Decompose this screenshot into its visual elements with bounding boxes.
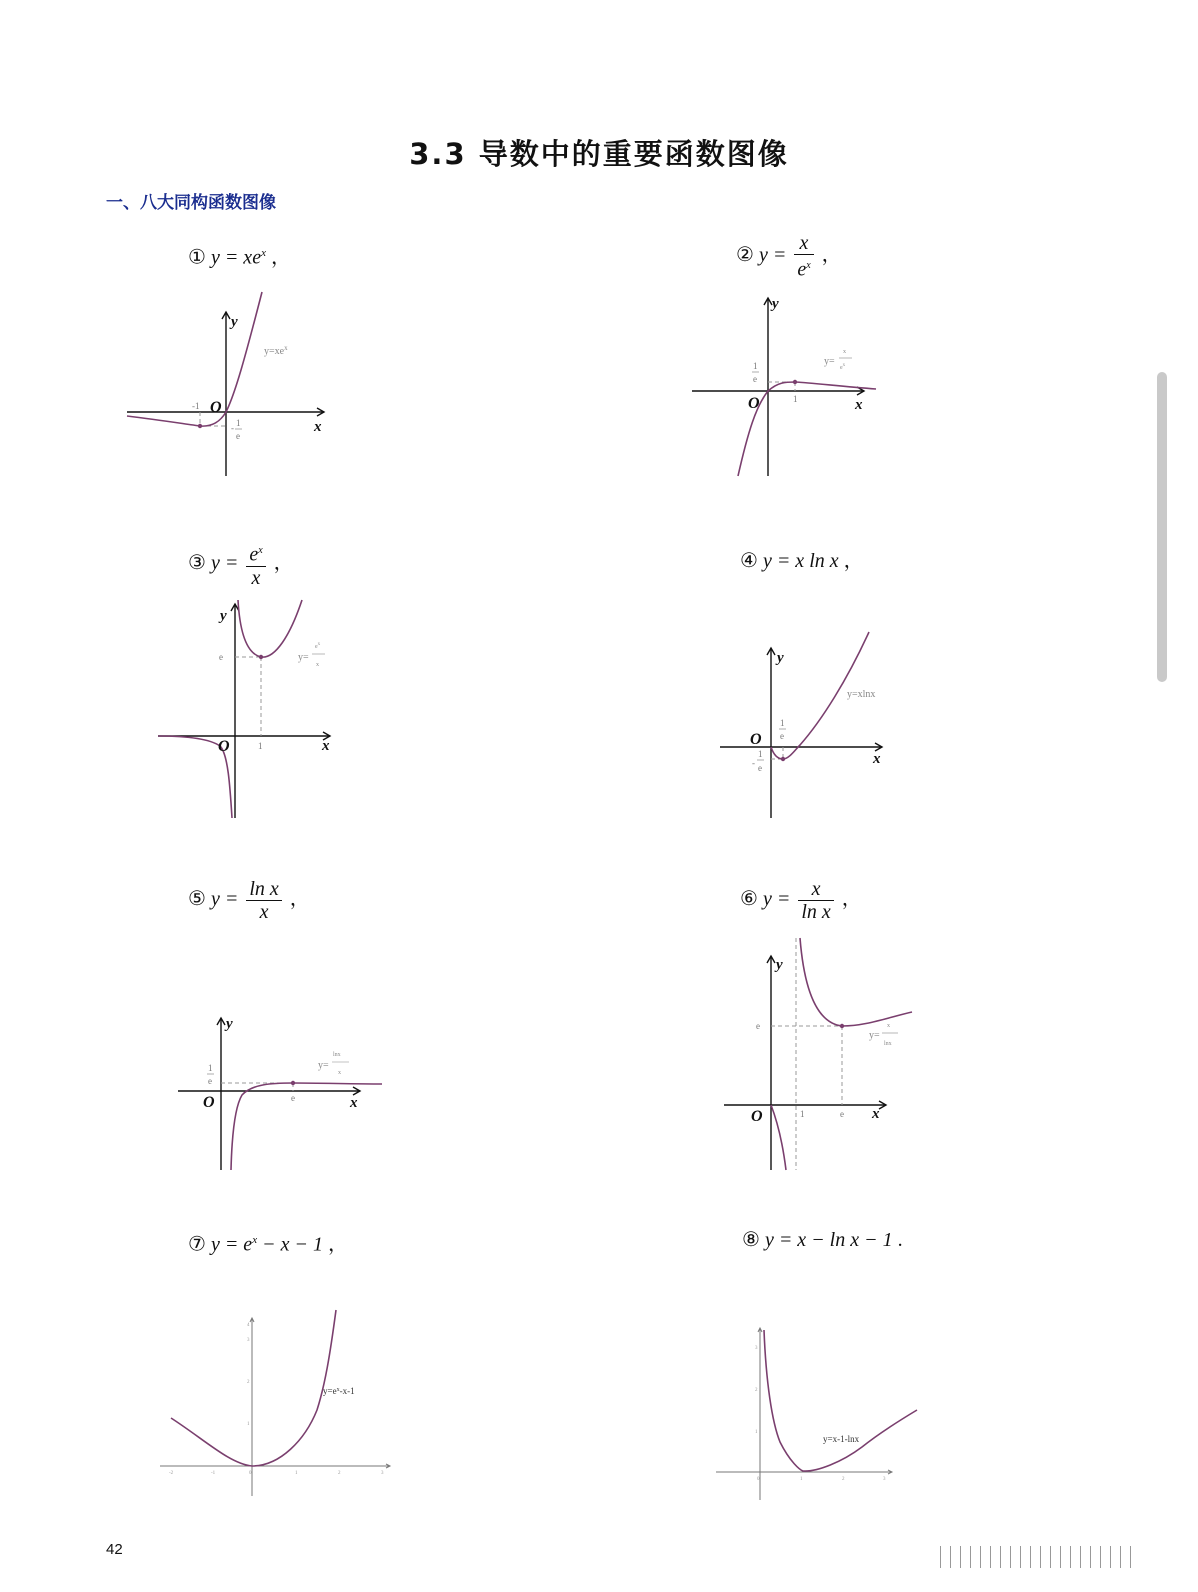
curve-label-numerator: lnx xyxy=(333,1052,341,1058)
x-tick: 2 xyxy=(842,1477,845,1482)
x-tick: 2 xyxy=(338,1471,341,1476)
x-axis-label: x xyxy=(873,751,881,767)
formula-lhs: y = xyxy=(758,243,787,266)
formula-1 xyxy=(188,243,291,268)
graph-4 xyxy=(712,630,902,822)
formula-expression: y = e xyxy=(210,1233,253,1256)
tick-label: 1 xyxy=(258,741,263,751)
tick-label-numerator: 1 xyxy=(758,749,763,759)
function-curve xyxy=(231,1083,382,1170)
tick-label-numerator: 1 xyxy=(753,361,758,371)
x-tick: 0 xyxy=(249,1471,252,1476)
formula-punctuation: ， xyxy=(270,246,291,269)
section-heading: 一、八大同构函数图像 xyxy=(106,193,276,213)
formula-exponent: x xyxy=(261,247,266,259)
tick-label-minus: - xyxy=(231,423,234,433)
tick-label-denominator: e xyxy=(758,763,762,773)
y-tick: 1 xyxy=(247,1422,250,1427)
fraction-numerator: e xyxy=(249,543,259,566)
fraction-denominator: ln x xyxy=(801,901,831,923)
formula-punctuation: ， xyxy=(821,243,842,266)
scrollbar-thumb[interactable] xyxy=(1157,372,1167,682)
maximum-point xyxy=(291,1081,295,1085)
graph-3 xyxy=(150,596,350,822)
tick-label-e: e xyxy=(291,1093,295,1103)
curve-label-lhs: y= xyxy=(869,1030,880,1041)
y-axis-label: y xyxy=(772,296,779,312)
curve-label: y=x-1-lnx xyxy=(823,1434,860,1444)
function-curve xyxy=(764,1330,917,1471)
formula-number: ⑤ xyxy=(188,888,206,911)
curve-label-text: y=xe xyxy=(264,346,285,357)
formula-punctuation: ， xyxy=(289,888,310,911)
formula-lhs: y = xyxy=(762,888,791,911)
formula-2 xyxy=(736,232,842,281)
x-tick: 1 xyxy=(295,1471,298,1476)
tick-label-denominator: e xyxy=(236,431,240,441)
page-title: 3.3 导数中的重要函数图像 xyxy=(409,137,789,171)
page-number: 42 xyxy=(106,1541,123,1558)
origin-label: O xyxy=(203,1094,215,1111)
origin-label: O xyxy=(748,395,760,412)
formula-7 xyxy=(188,1230,348,1255)
y-axis-label: y xyxy=(226,1016,233,1032)
fraction-numerator: x xyxy=(811,878,821,900)
formula-3 xyxy=(188,540,294,589)
formula-number: ① xyxy=(188,246,206,269)
x-axis-label: x xyxy=(314,419,322,435)
curve-label-numerator: x xyxy=(887,1023,890,1029)
fraction-denominator-exponent: x xyxy=(806,260,811,271)
formula-4 xyxy=(740,551,864,571)
tick-label-e: e xyxy=(840,1109,844,1119)
curve-label-numerator xyxy=(315,642,321,650)
formula-number: ③ xyxy=(188,551,206,574)
curve-label-lhs: y= xyxy=(318,1060,329,1071)
numerator-text: e xyxy=(315,644,318,650)
fraction-numerator-exponent: x xyxy=(258,545,263,556)
curve-label-lhs: y= xyxy=(824,356,835,367)
x-axis-label: x xyxy=(350,1095,358,1111)
bottom-ruler-decoration xyxy=(940,1546,1140,1572)
curve-label-exponent: x xyxy=(336,1387,340,1393)
tick-label-denominator: e xyxy=(208,1076,212,1086)
graph-5 xyxy=(172,1010,387,1175)
formula-fraction xyxy=(246,878,281,923)
formula-6 xyxy=(740,878,862,923)
curve-label-numerator: x xyxy=(843,349,846,355)
origin-label: O xyxy=(210,399,222,416)
tick-label-numerator: 1 xyxy=(236,418,241,428)
x-axis-label: x xyxy=(872,1106,880,1122)
tick-label-e: e xyxy=(219,652,223,662)
x-tick: 3 xyxy=(883,1477,886,1482)
curve-label-tail: -x-1 xyxy=(339,1386,355,1396)
curve-label-denominator: x xyxy=(316,662,319,668)
fraction-denominator: e xyxy=(797,258,807,281)
fraction-denominator: x xyxy=(259,901,269,923)
y-tick: 2 xyxy=(755,1388,758,1393)
tick-label-denominator: e xyxy=(780,731,784,741)
origin-label: O xyxy=(750,731,762,748)
x-tick: -1 xyxy=(211,1471,216,1476)
function-curve xyxy=(171,1310,336,1466)
formula-number: ⑥ xyxy=(740,888,758,911)
minimum-point xyxy=(198,424,202,428)
curve-label-denominator: lnx xyxy=(884,1041,892,1047)
denominator-exponent: x xyxy=(842,363,846,368)
formula-punctuation: ， xyxy=(327,1233,348,1256)
curve-label: y=xlnx xyxy=(847,689,876,700)
curve-label xyxy=(323,1386,355,1396)
formula-fraction xyxy=(246,540,265,589)
fraction-numerator: x xyxy=(799,232,809,254)
formula-fraction xyxy=(798,878,833,923)
tick-label-denominator: e xyxy=(753,374,757,384)
x-axis-label: x xyxy=(855,397,863,413)
formula-expression: y = xe xyxy=(210,246,262,269)
graph-8 xyxy=(712,1322,927,1502)
formula-number: ④ xyxy=(740,550,758,572)
tick-label-e-y: e xyxy=(756,1021,760,1031)
formula-number: ② xyxy=(736,243,754,266)
function-curve-right xyxy=(800,938,912,1026)
formula-punctuation: . xyxy=(897,1229,903,1251)
function-curve-right xyxy=(238,600,302,657)
fraction-numerator: ln x xyxy=(249,878,279,900)
curve-label-denominator: x xyxy=(338,1070,341,1076)
formula-expression: y = x ln x xyxy=(762,550,839,572)
formula-number: ⑦ xyxy=(188,1233,206,1256)
tick-label-minus: - xyxy=(752,758,755,768)
formula-lhs: y = xyxy=(210,551,239,574)
y-axis-label: y xyxy=(777,650,784,666)
x-axis-label: x xyxy=(322,738,330,754)
y-tick: 4 xyxy=(247,1323,250,1328)
x-tick: -2 xyxy=(169,1471,174,1476)
tick-label-numerator: 1 xyxy=(208,1063,213,1073)
origin-label: O xyxy=(218,738,230,755)
y-tick: 2 xyxy=(247,1380,250,1385)
tick-label: 1 xyxy=(793,394,798,404)
minimum-point xyxy=(840,1024,844,1028)
x-tick: 3 xyxy=(381,1471,384,1476)
denominator-text: e xyxy=(840,365,843,371)
formula-8 xyxy=(742,1230,903,1250)
y-axis-label: y xyxy=(231,314,238,330)
formula-lhs: y = xyxy=(210,888,239,911)
y-axis-label: y xyxy=(776,957,783,973)
function-curve-left xyxy=(771,1105,786,1170)
y-axis-label: y xyxy=(220,608,227,624)
curve-label-denominator xyxy=(840,363,846,371)
formula-punctuation: ， xyxy=(841,888,862,911)
minimum-point xyxy=(259,655,263,659)
minimum-point xyxy=(781,757,785,761)
curve-label-text: y=e xyxy=(323,1386,337,1396)
formula-punctuation: ， xyxy=(273,551,294,574)
curve-label-lhs: y= xyxy=(298,652,309,663)
tick-label: -1 xyxy=(192,401,200,411)
formula-5 xyxy=(188,878,310,923)
tick-label-numerator: 1 xyxy=(780,718,785,728)
graph-1 xyxy=(120,288,340,483)
y-tick: 3 xyxy=(755,1346,758,1351)
x-tick: 1 xyxy=(800,1477,803,1482)
origin-label: O xyxy=(751,1108,763,1125)
curve-label-exponent: x xyxy=(284,344,288,352)
formula-expression-tail: − x − 1 xyxy=(257,1233,323,1256)
graph-2 xyxy=(688,292,888,482)
graph-6 xyxy=(716,938,916,1174)
formula-number: ⑧ xyxy=(742,1229,760,1251)
formula-exponent: x xyxy=(252,1234,258,1246)
numerator-exponent: x xyxy=(317,642,321,647)
formula-fraction xyxy=(794,232,813,281)
formula-punctuation: ， xyxy=(843,550,864,572)
graph-7 xyxy=(155,1300,400,1500)
y-tick: 1 xyxy=(755,1430,758,1435)
y-tick: 3 xyxy=(247,1338,250,1343)
curve-label xyxy=(264,344,288,357)
fraction-denominator: x xyxy=(251,566,261,589)
tick-label-one: 1 xyxy=(800,1109,805,1119)
maximum-point xyxy=(793,380,797,384)
x-tick: 0 xyxy=(757,1477,760,1482)
formula-expression: y = x − ln x − 1 xyxy=(764,1229,893,1251)
